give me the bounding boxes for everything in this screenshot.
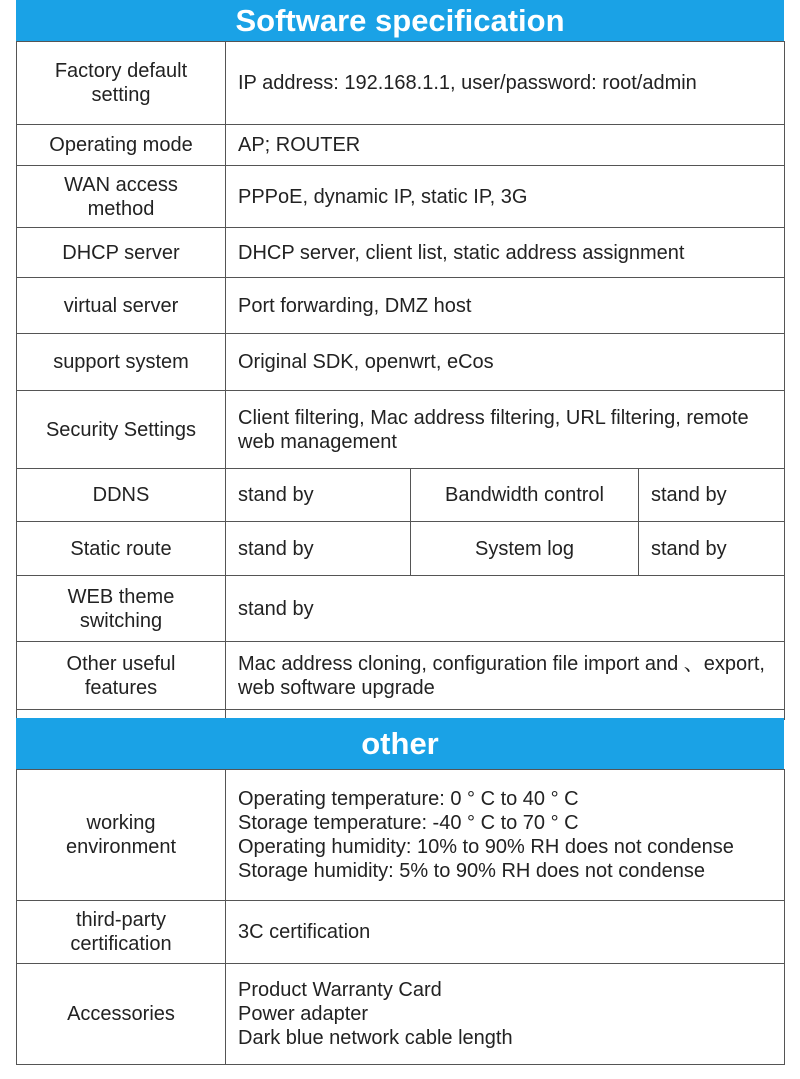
table-row <box>17 391 785 469</box>
table-row <box>17 522 785 576</box>
row-value: PPPoE, dynamic IP, static IP, 3G <box>226 166 785 228</box>
software-spec-table-wrap <box>16 41 784 720</box>
row-label: Accessories <box>17 964 226 1065</box>
row-label: Security Settings <box>17 391 226 469</box>
row-label: DDNS <box>17 469 226 522</box>
row-value: 3C certification <box>226 901 785 964</box>
table-row <box>17 334 785 391</box>
row-value: AP; ROUTER <box>226 125 785 166</box>
accessory-line: Dark blue network cable length <box>238 1027 513 1049</box>
table-row <box>17 228 785 278</box>
row-value: Port forwarding, DMZ host <box>226 278 785 334</box>
env-line: Storage temperature: -40 ° C to 70 ° C <box>238 812 579 834</box>
row-label: virtual server <box>17 278 226 334</box>
table-row <box>17 901 785 964</box>
row-label: Operating mode <box>17 125 226 166</box>
table-row <box>17 125 785 166</box>
accessory-line: Power adapter <box>238 1003 369 1025</box>
row-label-2: Bandwidth control <box>411 469 639 522</box>
table-row <box>17 642 785 710</box>
env-line: Operating humidity: 10% to 90% RH does not condense <box>238 836 734 858</box>
row-label: Other useful features <box>17 642 226 710</box>
row-value <box>226 964 785 1065</box>
row-label: DHCP server <box>17 228 226 278</box>
row-value-2: stand by <box>639 522 785 576</box>
table-row <box>17 576 785 642</box>
software-spec-banner <box>16 0 784 41</box>
software-spec-table <box>16 41 785 720</box>
row-value: stand by <box>226 469 411 522</box>
other-table-wrap <box>16 769 784 1065</box>
other-banner <box>16 718 784 769</box>
table-row <box>17 166 785 228</box>
row-value: Original SDK, openwrt, eCos <box>226 334 785 391</box>
row-label: working environment <box>17 770 226 901</box>
software-spec-title: Software specification <box>235 2 565 38</box>
row-label: Factory default setting <box>17 42 226 125</box>
row-label: WAN access method <box>17 166 226 228</box>
table-row <box>17 278 785 334</box>
row-value: stand by <box>226 576 785 642</box>
row-label: WEB theme switching <box>17 576 226 642</box>
accessory-line: Product Warranty Card <box>238 979 442 1001</box>
table-row <box>17 964 785 1065</box>
env-line: Operating temperature: 0 ° C to 40 ° C <box>238 788 579 810</box>
row-label: Static route <box>17 522 226 576</box>
other-title: other <box>361 725 439 761</box>
env-line: Storage humidity: 5% to 90% RH does not condense <box>238 860 705 882</box>
row-value: Client filtering, Mac address filtering, URL filtering, remote web management <box>226 391 785 469</box>
other-table <box>16 769 785 1065</box>
row-value <box>226 770 785 901</box>
row-value-2: stand by <box>639 469 785 522</box>
row-label: support system <box>17 334 226 391</box>
row-value: Mac address cloning, configuration file import and 、export, web software upgrade <box>226 642 785 710</box>
table-row <box>17 770 785 901</box>
row-label: third-party certification <box>17 901 226 964</box>
row-value: DHCP server, client list, static address assignment <box>226 228 785 278</box>
row-value: IP address: 192.168.1.1, user/password: root/admin <box>226 42 785 125</box>
row-value: stand by <box>226 522 411 576</box>
row-label-2: System log <box>411 522 639 576</box>
table-row <box>17 469 785 522</box>
table-row <box>17 42 785 125</box>
